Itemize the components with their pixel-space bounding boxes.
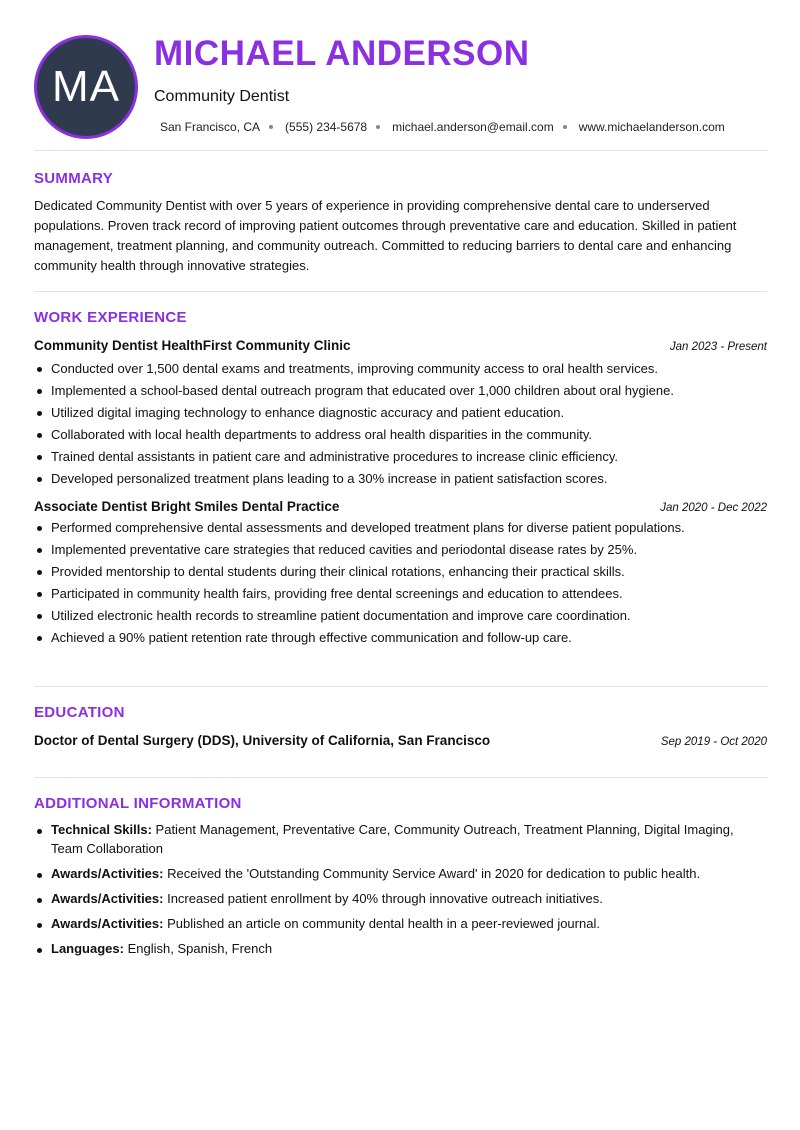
list-item: Utilized electronic health records to streamline patient documentation and improve care coordination. xyxy=(34,605,767,627)
divider xyxy=(34,150,767,151)
section-title-experience: WORK EXPERIENCE xyxy=(34,309,187,326)
list-item xyxy=(34,864,739,883)
list-item: Trained dental assistants in patient care and administrative procedures to increase clinic efficiency. xyxy=(34,446,767,468)
additional-list xyxy=(34,820,739,958)
item-label: Awards/Activities: xyxy=(51,891,164,906)
list-item: Achieved a 90% patient retention rate through effective communication and follow-up care. xyxy=(34,627,767,649)
section-title-education: EDUCATION xyxy=(34,704,125,721)
list-item xyxy=(34,889,739,908)
item-label: Languages: xyxy=(51,941,124,956)
section-title-summary: SUMMARY xyxy=(34,170,114,187)
job-date: Jan 2023 - Present xyxy=(669,341,767,353)
separator-dot xyxy=(376,125,380,129)
list-item xyxy=(34,914,739,933)
avatar-initials: MA xyxy=(52,62,120,111)
list-item: Developed personalized treatment plans leading to a 30% increase in patient satisfaction scores. xyxy=(34,468,767,490)
item-label: Awards/Activities: xyxy=(51,866,164,881)
list-item: Utilized digital imaging technology to enhance diagnostic accuracy and patient education. xyxy=(34,402,767,424)
contact-line xyxy=(160,120,725,134)
candidate-title: Community Dentist xyxy=(154,88,290,105)
education-entry xyxy=(34,733,767,748)
additional-section xyxy=(34,795,767,964)
summary-section xyxy=(34,170,767,276)
resume-page xyxy=(34,0,767,956)
item-text: Published an article on community dental health in a peer-reviewed journal. xyxy=(167,916,600,931)
job-role: Community Dentist HealthFirst Community Clinic xyxy=(34,338,351,353)
list-item: Implemented preventative care strategies that reduced cavities and periodontal disease rates by 25%. xyxy=(34,539,767,561)
job-role: Associate Dentist Bright Smiles Dental Practice xyxy=(34,499,340,514)
education-degree: Doctor of Dental Surgery (DDS), University of California, San Francisco xyxy=(34,733,491,748)
job-date: Jan 2020 - Dec 2022 xyxy=(660,502,767,514)
list-item: Implemented a school-based dental outreach program that educated over 1,000 children about oral hygiene. xyxy=(34,380,767,402)
experience-section xyxy=(34,309,767,649)
contact-website: www.michaelanderson.com xyxy=(578,120,725,134)
divider xyxy=(34,291,767,292)
avatar xyxy=(34,35,138,139)
contact-phone: (555) 234-5678 xyxy=(285,120,368,134)
job-header xyxy=(34,499,767,514)
list-item xyxy=(34,939,739,958)
job-entry xyxy=(34,338,767,490)
divider xyxy=(34,777,767,778)
separator-dot xyxy=(563,125,567,129)
item-text: English, Spanish, French xyxy=(127,941,273,956)
item-text: Increased patient enrollment by 40% through innovative outreach initiatives. xyxy=(167,891,603,906)
job-entry xyxy=(34,499,767,649)
divider xyxy=(34,686,767,687)
contact-email: michael.anderson@email.com xyxy=(392,120,554,134)
list-item xyxy=(34,820,739,858)
list-item: Provided mentorship to dental students during their clinical rotations, enhancing their practical skills. xyxy=(34,561,767,583)
education-date: Sep 2019 - Oct 2020 xyxy=(660,736,767,748)
contact-location: San Francisco, CA xyxy=(160,120,261,134)
education-section xyxy=(34,704,767,748)
item-label: Technical Skills: xyxy=(51,822,152,837)
summary-text: Dedicated Community Dentist with over 5 years of experience in providing comprehensive dental care to underserved populations. Proven track record of improving patient outcomes through preventative care and education. Skilled in patient management, treatment planning, and community outreach. Committed to reducing barriers to dental care and enhancing community health through innovative strategies. xyxy=(34,198,737,273)
list-item: Performed comprehensive dental assessments and developed treatment plans for diverse patient populations. xyxy=(34,517,767,539)
item-text: Received the 'Outstanding Community Service Award' in 2020 for dedication to public health. xyxy=(167,866,701,881)
list-item: Participated in community health fairs, providing free dental screenings and education to attendees. xyxy=(34,583,767,605)
job-header xyxy=(34,338,767,353)
candidate-name: MICHAEL ANDERSON xyxy=(154,34,530,73)
item-text: Patient Management, Preventative Care, Community Outreach, Treatment Planning, Digital Imaging, Team Collaboration xyxy=(51,822,734,856)
item-label: Awards/Activities: xyxy=(51,916,164,931)
separator-dot xyxy=(269,125,273,129)
job-bullets xyxy=(34,358,767,490)
list-item: Collaborated with local health departments to address oral health disparities in the community. xyxy=(34,424,767,446)
job-bullets xyxy=(34,517,767,649)
list-item: Conducted over 1,500 dental exams and treatments, improving community access to oral health services. xyxy=(34,358,767,380)
section-title-additional: ADDITIONAL INFORMATION xyxy=(34,795,242,812)
resume-header xyxy=(34,0,767,150)
